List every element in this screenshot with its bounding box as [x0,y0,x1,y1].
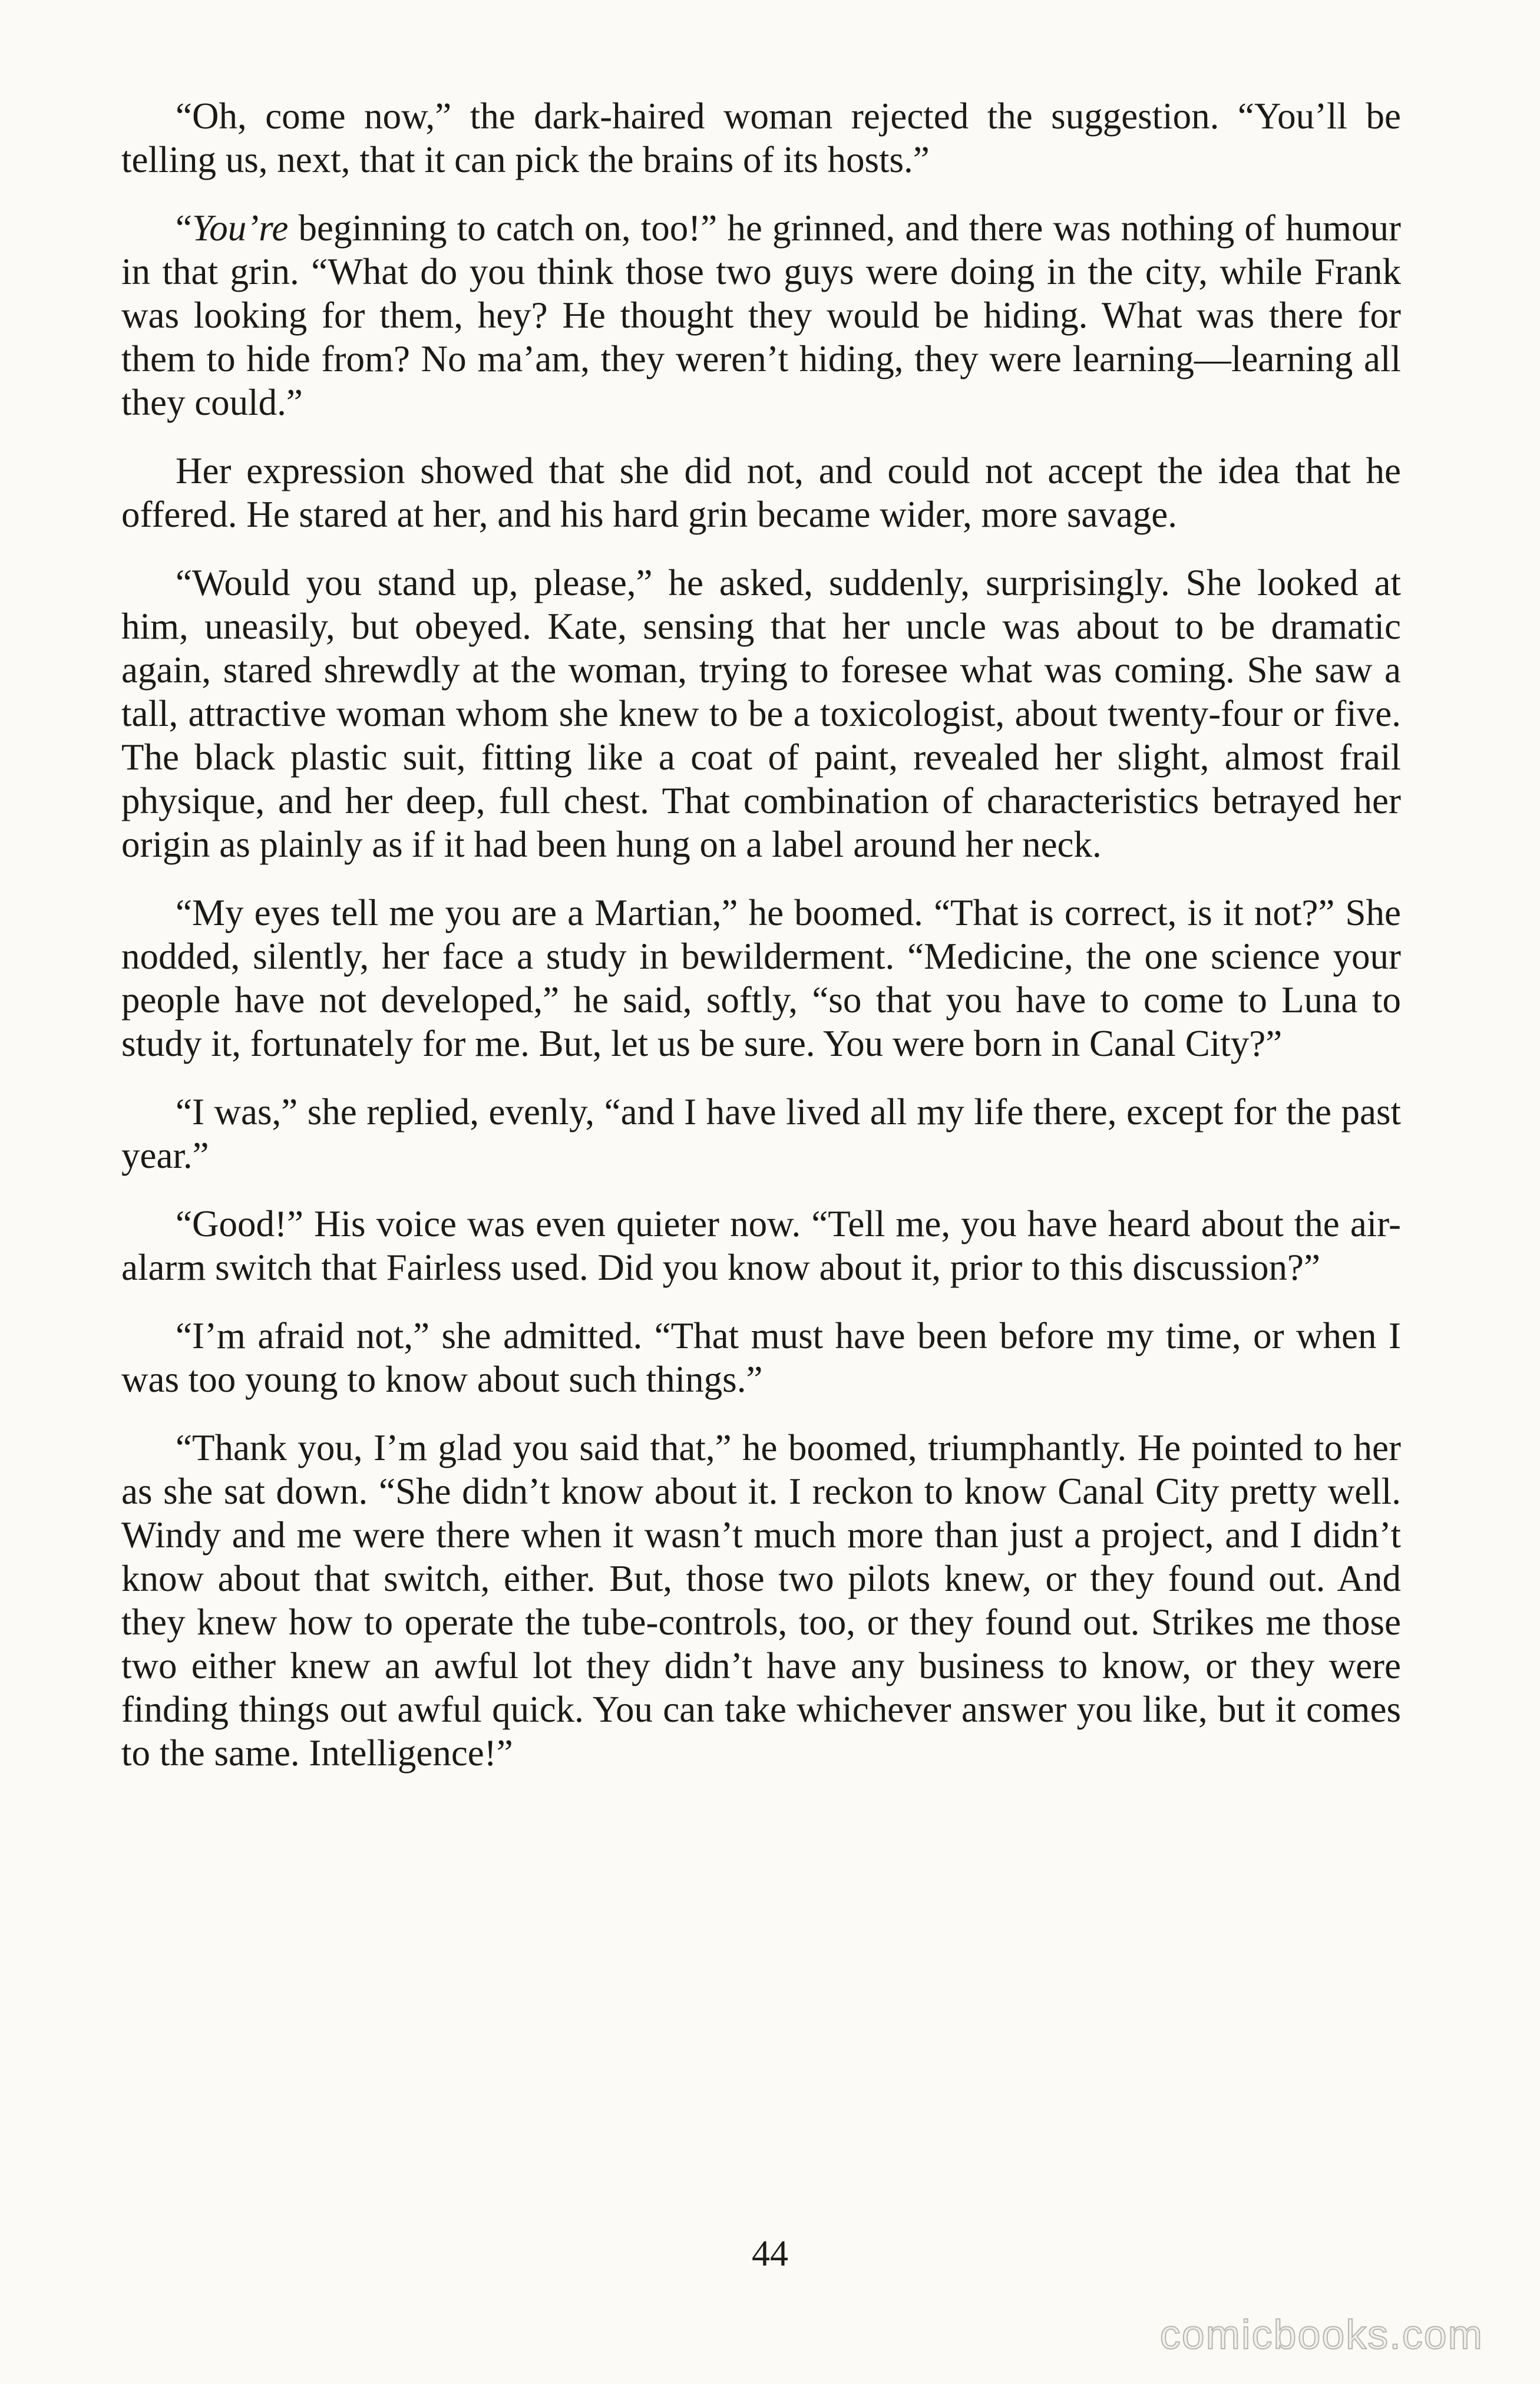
paragraph-8-text: “I’m afraid not,” she admitted. “That must have been before my time, or when I was too young to know about such things.” [121,1315,1401,1400]
paragraph-4 [121,561,1401,866]
paragraph-2-text: beginning to catch on, too!” he grinned, and there was nothing of humour in that grin. “What do you think those two guys were doing in the city, while Frank was looking for them, hey? He thought they would be hiding. What was there for them to hide from? No ma’am, they weren’t hiding, they were learning—learning all they could.” [121,207,1401,423]
paragraph-9-text: “Thank you, I’m glad you said that,” he boomed, triumphantly. He pointed to her as she sat down. “She didn’t know about it. I reckon to know Canal City pretty well. Windy and me were there when it wasn’t much more than just a project, and I didn’t know about that switch, either. But, those two pilots knew, or they found out. And they knew how to operate the tube-controls, too, or they found out. Strikes me those two either knew an awful lot they didn’t have any business to know, or they were finding things out awful quick. You can take whichever answer you like, but it comes to the same. Intelligence!” [121,1427,1401,1774]
paragraph-6-text: “I was,” she replied, evenly, “and I have lived all my life there, except for the past year.” [121,1091,1401,1176]
paragraph-8 [121,1314,1401,1401]
paragraph-9 [121,1426,1401,1775]
paragraph-2: “You’re beginning to catch on, too!” he grinned, and there was nothing of humour in that grin. “What do you think those two guys were doing in the city, while Frank was looking for them, hey? He thought they would be hiding. What was there for them to hide from? No ma’am, they weren’t hiding, they were learning—learning all they could.” [121,207,1401,423]
paragraph-4-text: “Would you stand up, please,” he asked, suddenly, surprisingly. She looked at him, uneasily, but obeyed. Kate, sensing that her uncle was about to be dramatic again, stared shrewdly at the woman, trying to foresee what was coming. She saw a tall, attractive woman whom she knew to be a toxicologist, about twenty-four or five. The black plastic suit, fitting like a coat of paint, revealed her slight, almost frail physique, and her deep, full chest. That combination of characteristics betrayed her origin as plainly as if it had been hung on a label around her neck. [121,562,1401,865]
paragraph-3-text: Her expression showed that she did not, and could not accept the idea that he offered. He stared at her, and his hard grin became wider, more savage. [121,450,1401,535]
paragraph-5 [121,891,1401,1065]
paragraph-7-text: “Good!” His voice was even quieter now. “Tell me, you have heard about the air-alarm switch that Fairless used. Did you know about it, prior to this discussion?” [121,1203,1401,1288]
body-text [121,94,1401,1799]
page-number: 44 [752,2234,788,2274]
paragraph-2-emphasis: You’re [191,207,289,249]
paragraph-5-text: “My eyes tell me you are a Martian,” he boomed. “That is correct, is it not?” She nodded, silently, her face a study in bewilderment. “Medicine, the one science your people have not developed,” he said, softly, “so that you have to come to Luna to study it, fortunately for me. But, let us be sure. You were born in Canal City?” [121,892,1401,1064]
paragraph-1 [121,94,1401,181]
paragraph-1-text: “Oh, come now,” the dark-haired woman rejected the suggestion. “You’ll be telling us, next, that it can pick the brains of its hosts.” [121,95,1401,180]
paragraph-6 [121,1090,1401,1177]
watermark-logo: comicbooks.com [1159,2312,1483,2357]
paragraph-7 [121,1202,1401,1289]
paragraph-3 [121,449,1401,536]
